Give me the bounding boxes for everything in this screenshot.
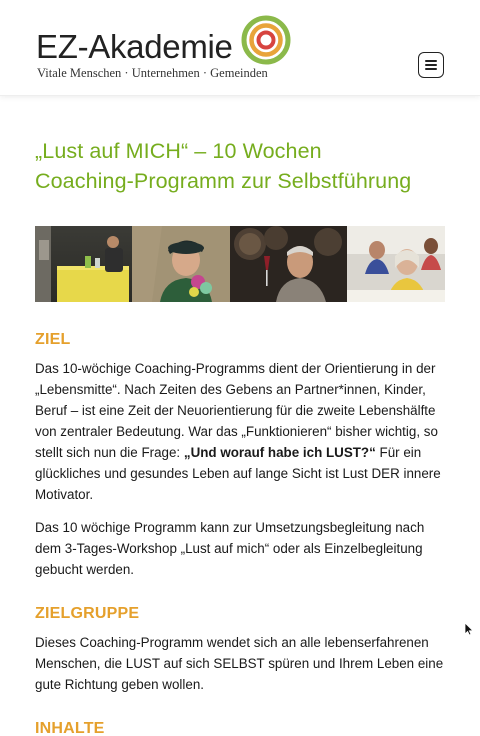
page-title bbox=[35, 136, 445, 196]
ziel-paragraph-2: Das 10 wöchige Programm kann zur Umsetzungsbegleitung nach dem 3-Tages-Workshop „Lust auf mich“ oder als Einzelbegleitung gebucht werden. bbox=[35, 520, 425, 577]
logo-rings-icon[interactable] bbox=[240, 14, 292, 66]
ziel-paragraph-1: Das 10-wöchige Coaching-Programms dient der Orientierung in der „Lebensmitte“. Nach Zeiten des Gebens an Partner*innen, Kinder, Beruf – ist eine Zeit der Neuorientierung für die zweite Lebenshälfte von zentraler Bedeutung. War das „Funktionieren“ bisher wichtig, so stellt sich nun die Frage: „Und worauf habe ich LUST?“ Für ein glückliches und gesundes Leben auf lange Sicht ist Lust DER innere Motivator. bbox=[35, 361, 441, 502]
main-content bbox=[35, 96, 445, 736]
page-title-line1: „Lust auf MICH“ – 10 Wochen bbox=[35, 139, 322, 163]
hero-photo-woman-hat bbox=[132, 226, 230, 302]
zielgruppe-paragraph-1: Dieses Coaching-Programm wendet sich an alle lebenserfahrenen Menschen, die LUST auf sich SELBST spüren und Ihrem Leben eine gute Richtung geben wollen. bbox=[35, 635, 444, 692]
ziel-heading: ZIEL bbox=[35, 331, 71, 348]
logo-title[interactable]: EZ-Akademie bbox=[36, 28, 233, 65]
site-header bbox=[0, 0, 480, 96]
hero-image bbox=[35, 226, 445, 302]
page-title-line2: Coaching-Programm zur Selbstführung bbox=[35, 169, 412, 193]
inhalte-heading: INHALTE bbox=[35, 720, 105, 736]
mouse-cursor-icon bbox=[464, 622, 474, 636]
hamburger-menu-icon bbox=[425, 60, 437, 62]
logo-tagline: Vitale Menschen · Unternehmen · Gemeinden bbox=[37, 66, 268, 80]
hero-photo-man-wine bbox=[230, 226, 347, 302]
hero-photo-presentation bbox=[35, 226, 132, 302]
ziel-bold-question: „Und worauf habe ich LUST?“ bbox=[183, 445, 376, 460]
zielgruppe-heading: ZIELGRUPPE bbox=[35, 605, 140, 622]
menu-button[interactable] bbox=[418, 52, 444, 78]
hero-photo-workshop bbox=[347, 226, 445, 302]
